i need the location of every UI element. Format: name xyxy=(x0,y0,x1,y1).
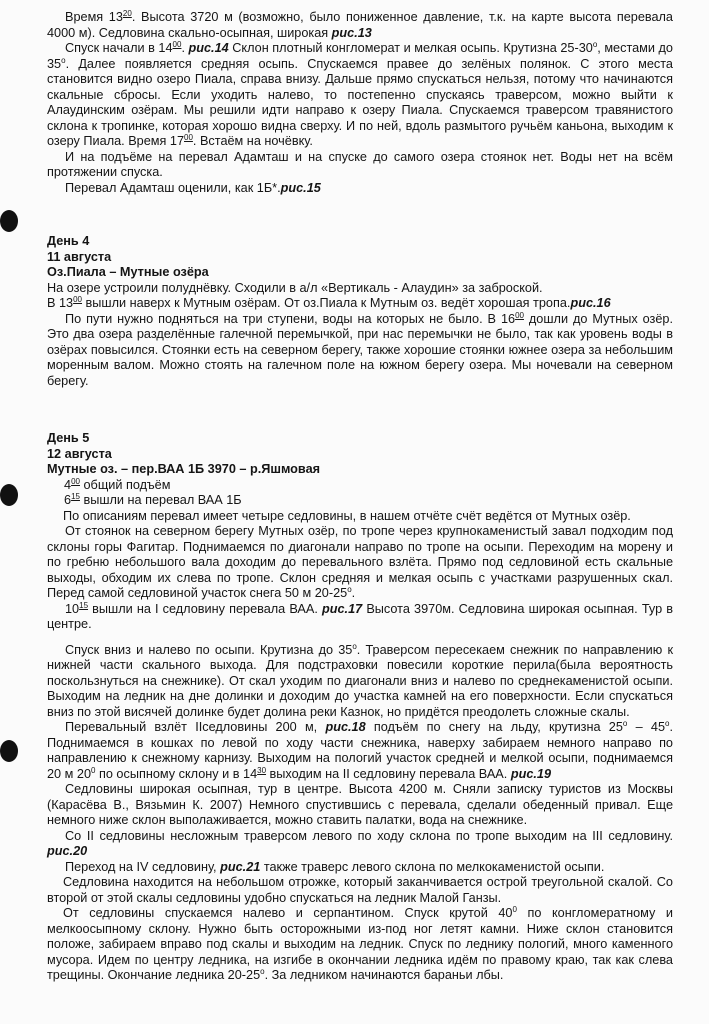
figure-ref: рис.21 xyxy=(220,859,261,874)
paragraph: От седловины спускаемся налево и серпантином. Спуск крутой $40^0$ по конгломератному и мелкоосыпному склону. Нужно быть осторожными из-под ног летят камни. Ниже склон становится положе, забираем вправо под скалы и выходим на ледник. Спуск по леднику пологий, много каменного мусора. Идем по центру ледника, на изгибе в окончании ледника идём по правому краю, так как слева трещины. Окончание ледника 20-25$^o$. За ледником начинаются бараньи лбы. xyxy=(47,905,673,982)
figure-ref: рис.14 xyxy=(188,41,229,55)
paragraph: От стоянок на северном берегу Мутных озёр, по тропе через крупнокаменистый завал подходим под склоны горы Фагитар. Поднимаемся по диагонали направо по тропе на осыпи. Переходим на морену и по гребню небольшого вала доходим до перевального взлёта. Прямо под седловиной есть скальные выходы, обходим их слева по тропе. Склон средняя и мелкая осыпь с участками разрушенных скал. Перед самой седловиной участок снега 50 м 20-25$^o$. xyxy=(47,524,673,600)
paragraph: Перевал Адамташ оценили, как 1Б*.рис.15 xyxy=(65,180,321,195)
figure-ref: рис.17 xyxy=(322,601,363,616)
paragraph: Время $13^{20}$. Высота 3720 м (возможно, было пониженное давление, т.к. на карте высота перевала 4000 м). Седловина скально-осыпная, широкая рис.13 xyxy=(47,9,673,40)
figure-ref: рис.18 xyxy=(325,720,366,734)
paragraph: Седловины широкая осыпная, тур в центре. Высота 4200 м. Сняли записку туристов из Москвы (Карасёва В., Вязьмин К. 2007) Немного спустившись с перевала, сделали обеденный привал. Еще немного ниже склон выполаживается, можно ставить палатки, вода на снежнике. xyxy=(47,782,673,827)
figure-ref: рис.19 xyxy=(510,766,552,781)
paragraph: Перевальный взлёт IIседловины 200 м, рис.18 подъём по снегу на льду, крутизна 25$^o$ – 45$^o$. Поднимаемся в кошках по левой по ходу части снежника, наверху забираем немного направо по направлению к снежному карнизу. Выходим на пологий участок средней и мелкой осыпи, поднимаемся 20 м $20^0$ по осыпному склону и в $14^{30}$ выходим на II седловину перевала ВАА. рис.19 xyxy=(47,719,673,781)
paragraph: Переход на IV седловину, рис.21 также траверс левого склона по мелкокаменистой осыпи. xyxy=(65,859,605,874)
day-route: Мутные оз. – пер.ВАА 1Б 3970 – р.Яшмовая xyxy=(47,462,321,476)
day-heading: День 4 xyxy=(47,234,90,248)
paragraph: Седловина находится на небольшом отрожке, который заканчивается острой треугольной скалой. Со второй от этой скалы седловины удобно спускаться на ледник Малой Ганзы. xyxy=(47,875,673,905)
paragraph: Спуск начали в $14^{00}$. рис.14 Склон плотный конгломерат и мелкая осыпь. Крутизна 25-30$^o$, местами до 35$^o$. Далее появляется средняя осыпь. Спускаемся правее до зелёных полянок. С этого места становится видно озеро Пиала, справа внизу. Дальше прямо спускаться нельзя, потому что начинаются скальные сбросы. Если уходить налево, то постепенно спускаясь траверсом, можно выйти к Алаудинским озёрам. Мы решили идти направо к озеру Пиала. Спускаемся траверсом травянистого склона к тропинке, которая хорошо видна сверху. И по ней, вдоль размытого ручьём каньона, выходим к озеру Пиала. Время $17^{00}$. Встаём на ночёвку. xyxy=(47,40,673,148)
paragraph: Со II седловины несложным траверсом левого по ходу склона по тропе выходим на III седловину. рис.20 xyxy=(47,828,673,858)
day-date: 11 августа xyxy=(47,249,112,264)
figure-ref: рис.20 xyxy=(47,844,88,858)
paragraph: Спуск вниз и налево по осыпи. Крутизна до 35$^o$. Траверсом пересекаем снежник по направлению к нижней части скального выхода. Для подстраховки повесили короткие перила(была вероятность поскользнуться на снежнике). От скал уходим по диагонали вниз и налево по среднекаменистой осыпи. Выходим на ледник на дне долинки и доходим до участка камней на его поверхности. Если спускаться вниз по этой висячей долинке будет долина реки Казнок, но придётся преодолеть сложные скалы. xyxy=(47,641,674,719)
time-entry: $6^{15}$ вышли на перевал ВАА 1Б xyxy=(64,492,242,507)
paragraph: В $13^{00}$ вышли наверх к Мутным озёрам. От оз.Пиала к Мутным оз. ведёт хорошая тропа.рис.16 xyxy=(47,295,611,310)
text-block xyxy=(0,10,709,984)
paragraph: По описаниям перевал имеет четыре седловины, в нашем отчёте счёт ведётся от Мутных озёр. xyxy=(63,508,631,523)
figure-ref: рис.15 xyxy=(280,180,321,195)
time-entry: $4^{00}$ общий подъём xyxy=(64,476,171,492)
figure-ref: рис.13 xyxy=(331,25,372,40)
paragraph: По пути нужно подняться на три ступени, воды на которых не было. В $16^{00}$ дошли до Мутных озёр. Это два озера разделённые галечной перемычкой, при нас перемычки не было, так как уровень воды в озёрах повысился. Стоянки есть на северном берегу, также хорошие стоянки южнее озера за небольшим моренным валом. Можно стоять на галечном поле на южном берегу озера. Мы ночевали на северном берегу. xyxy=(47,310,673,388)
figure-ref: рис.16 xyxy=(570,296,611,310)
day-date: 12 августа xyxy=(47,446,112,461)
paragraph: $10^{15}$ вышли на I седловину перевала ВАА. рис.17 Высота 3970м. Седловина широкая осыпная. Тур в центре. xyxy=(47,600,673,631)
paragraph: И на подъёме на перевал Адамташ и на спуске до самого озера стоянок нет. Воды нет на всём протяжении спуска. xyxy=(47,149,673,179)
day-route: Оз.Пиала – Мутные озёра xyxy=(47,265,209,279)
day-heading: День 5 xyxy=(47,431,90,445)
paragraph: На озере устроили полуднёвку. Сходили в а/л «Вертикаль - Алаудин» за заброской. xyxy=(47,280,543,295)
